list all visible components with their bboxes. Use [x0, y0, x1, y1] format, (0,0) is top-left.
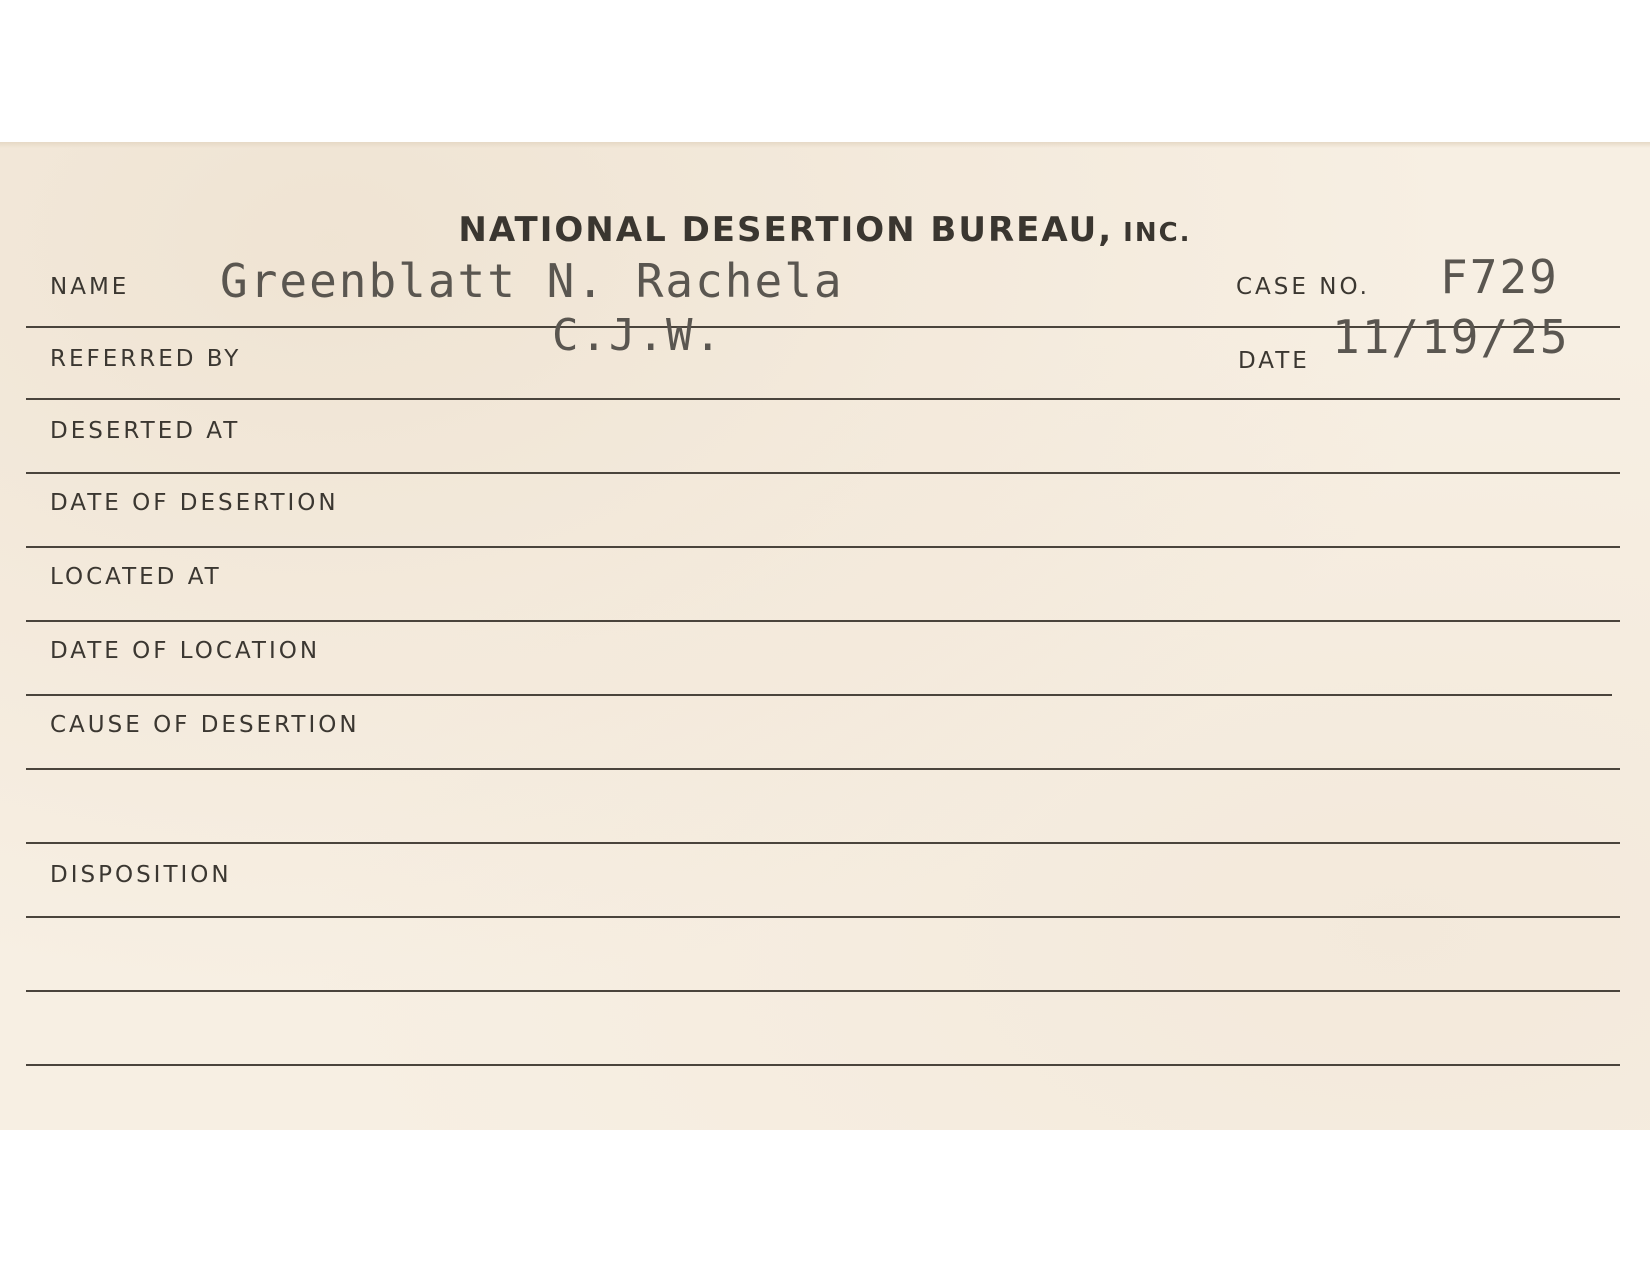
case-no-label: CASE NO.	[1236, 274, 1370, 300]
disposition-label: DISPOSITION	[50, 862, 232, 888]
date-of-location-label: DATE OF LOCATION	[50, 638, 321, 664]
deserted-at-line	[26, 472, 1620, 474]
referred-by-value: C.J.W.	[552, 310, 723, 361]
name-label: NAME	[50, 274, 130, 300]
case-no-value: F729	[1440, 250, 1559, 304]
cause-of-desertion-label: CAUSE OF DESERTION	[50, 712, 360, 738]
disposition-extra-line-2	[26, 1064, 1620, 1066]
card-title	[0, 210, 1650, 250]
deserted-at-label: DESERTED AT	[50, 418, 241, 444]
date-of-location-line	[26, 694, 1612, 696]
located-at-line	[26, 620, 1620, 622]
cause-of-desertion-extra-line	[26, 842, 1620, 844]
index-card	[0, 142, 1650, 1130]
date-label: DATE	[1238, 348, 1310, 374]
date-of-desertion-line	[26, 546, 1620, 548]
date-value: 11/19/25	[1332, 310, 1570, 364]
referred-by-label: REFERRED BY	[50, 346, 242, 372]
located-at-label: LOCATED AT	[50, 564, 222, 590]
disposition-extra-line-1	[26, 990, 1620, 992]
card-title-text: NATIONAL DESERTION BUREAU,	[458, 210, 1114, 250]
referred-by-line	[26, 398, 1620, 400]
cause-of-desertion-line	[26, 768, 1620, 770]
card-title-suffix: INC.	[1123, 218, 1192, 248]
disposition-line	[26, 916, 1620, 918]
name-value: Greenblatt N. Rachela	[220, 254, 844, 308]
date-of-desertion-label: DATE OF DESERTION	[50, 490, 339, 516]
